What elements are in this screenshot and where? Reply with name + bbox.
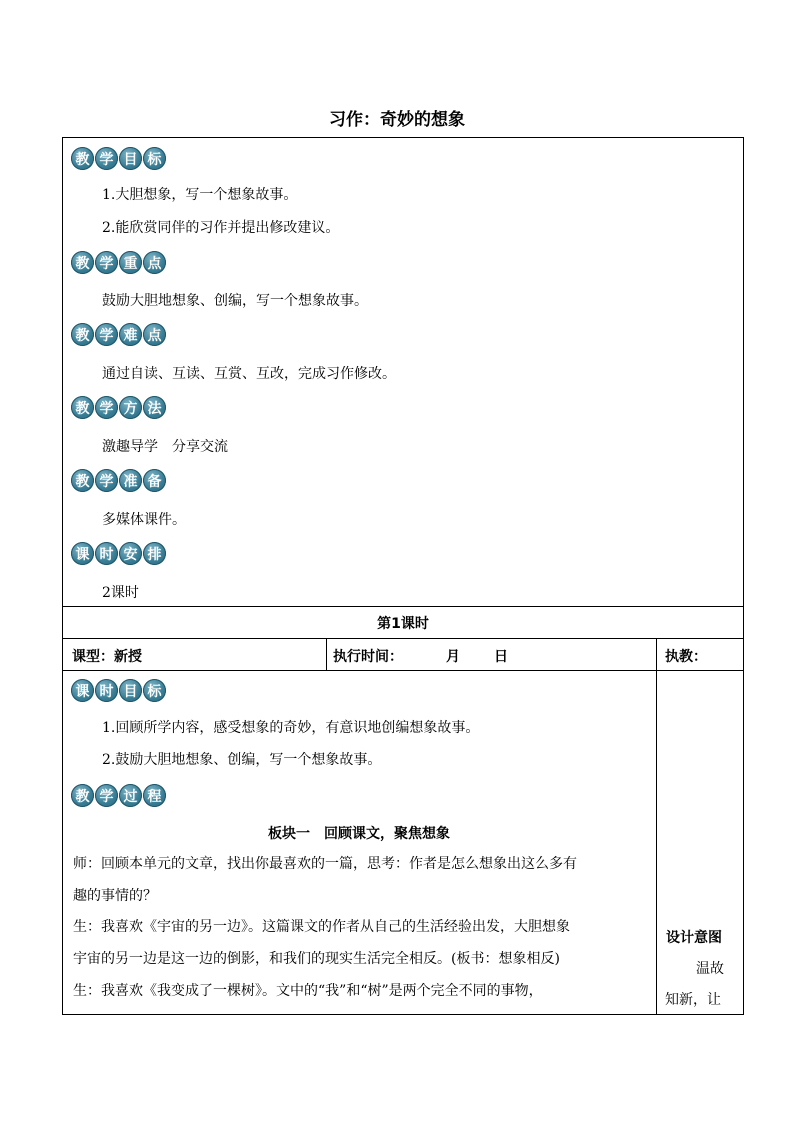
section-badge-schedule: 课 时 安 排 xyxy=(71,542,166,565)
column-divider xyxy=(656,638,657,1015)
section-badge-preparation: 教 学 准 备 xyxy=(71,469,166,492)
design-intent-heading: 设计意图 xyxy=(666,930,722,946)
teaching-goal-line: 1.大胆想象，写一个想象故事。 xyxy=(102,187,298,203)
section-badge-process: 教 学 过 程 xyxy=(71,784,166,807)
process-line: 生：我喜欢《我变成了一棵树》。文中的“我”和“树”是两个完全不同的事物， xyxy=(73,983,543,999)
execution-month: 月 xyxy=(446,649,460,665)
teaching-goal-line: 2.能欣赏同伴的习作并提出修改建议。 xyxy=(102,220,340,236)
process-line: 生：我喜欢《宇宙的另一边》。这篇课文的作者从自己的生活经验出发，大胆想象 xyxy=(73,919,570,935)
execution-day: 日 xyxy=(494,649,508,665)
lesson-goal-line: 1.回顾所学内容，感受想象的奇妙，有意识地创编想象故事。 xyxy=(102,720,480,736)
key-point-line: 鼓励大胆地想象、创编，写一个想象故事。 xyxy=(102,293,368,309)
method-line: 激趣导学 分享交流 xyxy=(102,439,228,455)
table-divider xyxy=(62,638,744,639)
section-badge-methods: 教 学 方 法 xyxy=(71,396,166,419)
preparation-line: 多媒体课件。 xyxy=(102,512,186,528)
section-badge-difficulties: 教 学 难 点 xyxy=(71,323,166,346)
page-title: 习作：奇妙的想象 xyxy=(329,110,465,130)
execution-time-label: 执行时间： xyxy=(333,649,403,665)
process-line: 趣的事情的？ xyxy=(73,888,157,904)
lesson-goal-line: 2.鼓励大胆地想象、创编，写一个想象故事。 xyxy=(102,752,382,768)
table-divider xyxy=(62,606,744,607)
block-title: 板块一 回顾课文，聚焦想象 xyxy=(268,826,450,842)
section-badge-lesson-goals: 课 时 目 标 xyxy=(71,679,166,702)
column-divider xyxy=(326,638,327,670)
difficulty-line: 通过自读、互读、互赏、互改，完成习作修改。 xyxy=(102,366,396,382)
lesson-header: 第1课时 xyxy=(377,616,429,632)
design-intent-line: 温故 xyxy=(696,961,724,977)
section-badge-teaching-goals: 教 学 目 标 xyxy=(71,147,166,170)
table-divider xyxy=(62,670,744,671)
process-line: 师：回顾本单元的文章，找出你最喜欢的一篇，思考：作者是怎么想象出这么多有 xyxy=(73,856,577,872)
design-intent-line: 知新，让 xyxy=(665,992,721,1008)
lesson-type: 课型：新授 xyxy=(72,649,142,665)
teacher-label: 执教： xyxy=(665,649,707,665)
section-badge-key-points: 教 学 重 点 xyxy=(71,251,166,274)
schedule-line: 2课时 xyxy=(102,585,139,601)
process-line: 宇宙的另一边是这一边的倒影，和我们的现实生活完全相反。(板书：想象相反) xyxy=(73,951,560,967)
